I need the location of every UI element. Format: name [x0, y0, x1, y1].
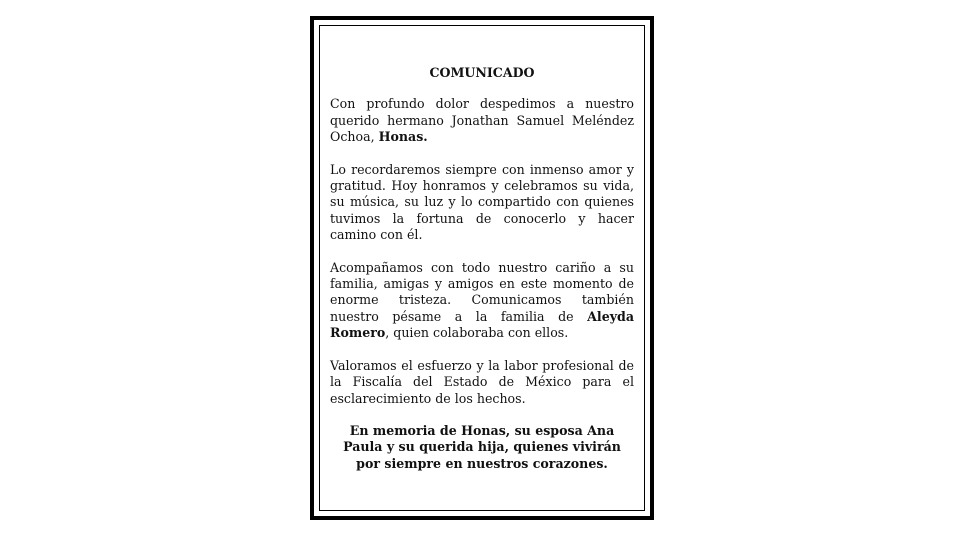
paragraph-farewell: [330, 96, 634, 145]
paragraph-condolences: [330, 260, 634, 342]
announcement-body: [330, 65, 634, 472]
paragraph-farewell-name: Honas.: [378, 129, 428, 145]
closing-memorial: En memoria de Honas, su esposa Ana Paula y su querida hija, quienes vivirán por siempre en nuestros corazones.: [343, 422, 621, 471]
paragraph-farewell-text: Con profundo dolor despedimos a nuestro querido hermano Jonathan Samuel Meléndez Ochoa,: [330, 96, 634, 145]
paragraph-condolences-name: Aleyda Romero: [330, 308, 634, 341]
paragraph-acknowledgement: Valoramos el esfuerzo y la labor profesional de la Fiscalía del Estado de México para el esclarecimiento de los hechos.: [330, 357, 634, 406]
paragraph-condolences-text: Acompañamos con todo nuestro cariño a su familia, amigas y amigos en este momento de enorme tristeza. Comunicamos también nuestro pésame a la familia de: [330, 259, 634, 324]
announcement-card: [310, 16, 654, 520]
paragraph-remembrance: Lo recordaremos siempre con inmenso amor y gratitud. Hoy honramos y celebramos su vida, su música, su luz y lo compartido con quienes tuvimos la fortuna de conocerlo y hacer camino con él.: [330, 161, 634, 243]
document-title: COMUNICADO: [429, 65, 535, 80]
paragraph-condolences-end: , quien colaboraba con ellos.: [385, 325, 569, 341]
